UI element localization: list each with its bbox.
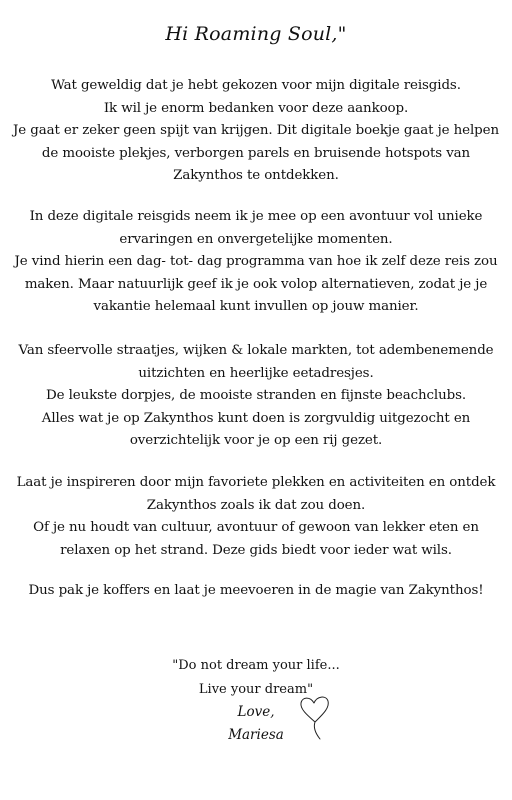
paragraph-line: Zakynthos zoals ik dat zou doen. (146, 497, 366, 513)
paragraph-line: maken. Maar natuurlijk geef ik je ook volop alternatieven, zodat je je (24, 276, 488, 292)
paragraph-line: Laat je inspireren door mijn favoriete plekken en activiteiten en ontdek (16, 475, 496, 490)
paragraph-line: Of je nu houdt van cultuur, avontuur of gewoon van lekker eten en (33, 520, 479, 535)
heart-icon (298, 692, 332, 742)
quote-line-2: Live your dream" (198, 682, 314, 697)
signoff-name: Mariesa (228, 727, 284, 743)
paragraph-line: overzichtelijk voor je op een rij gezet. (129, 433, 383, 448)
paragraph-line: Ik wil je enorm bedanken voor deze aankoop. (103, 100, 409, 116)
paragraph-guide-description (2, 206, 510, 319)
paragraph-line: vakantie helemaal kunt invullen op jouw manier. (93, 299, 419, 314)
paragraph-line: uitzichten en heerlijke eetadresjes. (138, 365, 374, 381)
quote-line-1: "Do not dream your life... (172, 658, 340, 673)
paragraph-line: De leukste dorpjes, de mooiste stranden en fijnste beachclubs. (45, 388, 467, 403)
paragraph-line: Alles wat je op Zakynthos kunt doen is zorgvuldig uitgezocht en (41, 410, 471, 426)
paragraph-intro (2, 75, 510, 188)
paragraph-line: Je gaat er zeker geen spijt van krijgen. Dit digitale boekje gaat je helpen (13, 123, 499, 138)
paragraph-line: Zakynthos te ontdekken. (173, 168, 339, 183)
greeting-heading: Hi Roaming Soul," (165, 23, 347, 45)
paragraph-line: Wat geweldig dat je hebt gekozen voor mijn digitale reisgids. (51, 78, 461, 93)
paragraph-line: relaxen op het strand. Deze gids biedt voor ieder wat wils. (60, 542, 452, 558)
paragraph-inspiration (2, 472, 510, 562)
paragraph-line: In deze digitale reisgids neem ik je mee op een avontuur vol unieke (29, 209, 483, 224)
paragraph-line: Je vind hierin een dag- tot- dag programma van hoe ik zelf deze reis zou (14, 254, 498, 269)
paragraph-highlights (2, 340, 510, 453)
paragraph-line: Dus pak je koffers en laat je meevoeren in de magie van Zakynthos! (28, 583, 484, 598)
paragraph-line: Van sfeervolle straatjes, wijken & lokale markten, tot adembenemende (18, 343, 494, 358)
paragraph-line: de mooiste plekjes, verborgen parels en bruisende hotspots van (41, 145, 471, 161)
paragraph-line: ervaringen en onvergetelijke momenten. (119, 231, 393, 247)
paragraph-closing (2, 580, 510, 603)
signoff-closing: Love, (237, 704, 275, 720)
